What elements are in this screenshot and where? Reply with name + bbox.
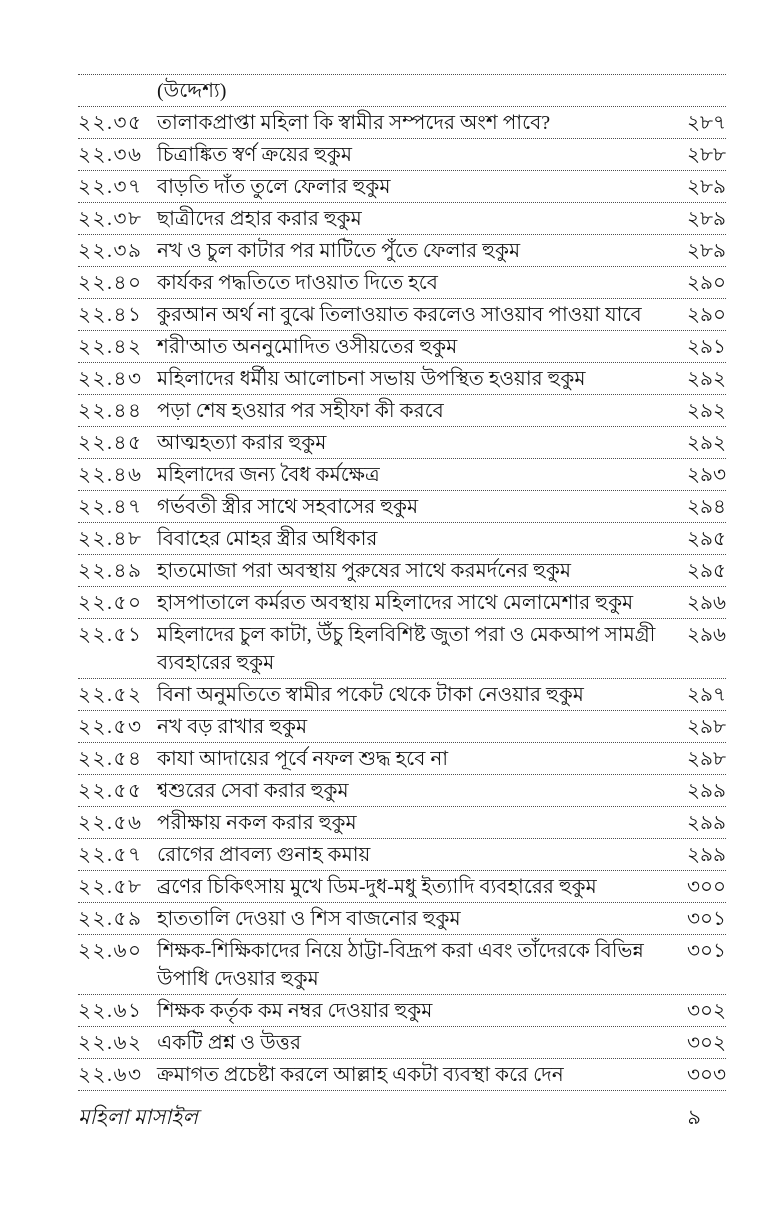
toc-row <box>78 807 726 839</box>
toc-entry-title: পরীক্ষায় নকল করার হুকুম <box>157 812 357 834</box>
toc-entry-title: কুরআন অর্থ না বুঝে তিলাওয়াত করলেও সাওয়াব পাওয়া যাবে <box>157 304 642 326</box>
toc-entry-title: ছাত্রীদের প্রহার করার হুকুম <box>157 208 362 230</box>
toc-entry-number: ২২.৫৫ <box>78 780 143 802</box>
toc-entry-title: কার্যকর পদ্ধতিতে দাওয়াত দিতে হবে <box>157 272 438 294</box>
toc-entry-number: ২২.৬৩ <box>78 1064 143 1086</box>
toc-entry-page: ২৯৬ <box>687 592 726 614</box>
toc-row <box>78 459 726 491</box>
toc-entry-page: ২৯২ <box>687 400 726 422</box>
toc-entry-number: ২২.৩৮ <box>78 208 143 230</box>
toc-entry-title: হাতমোজা পরা অবস্থায় পুরুষের সাথে করমর্দনের হুকুম <box>157 560 572 582</box>
toc-entry-title: চিত্রাঙ্কিত স্বর্ণ ক্রয়ের হুকুম <box>157 144 352 166</box>
toc-entry-page: ২৯৮ <box>687 748 726 770</box>
toc-entry-number: ২২.৩৭ <box>78 176 143 198</box>
toc-row <box>78 74 726 107</box>
toc-entry-page: ২৯০ <box>687 272 726 294</box>
toc-row <box>78 203 726 235</box>
toc-entry-number: ২২.৫৮ <box>78 876 143 898</box>
footer-page-number: ৯ <box>687 1105 702 1129</box>
toc-entry-number: ২২.৩৬ <box>78 144 143 166</box>
toc-row <box>78 523 726 555</box>
toc-entry-page: ২৯৯ <box>687 780 726 802</box>
toc-row <box>78 267 726 299</box>
toc-entry-title: শিক্ষক-শিক্ষিকাদের নিয়ে ঠাট্টা-বিদ্রূপ করা এবং তাঁদেরকে বিভিন্ন উপাধি দেওয়ার হুকুম <box>157 940 644 990</box>
toc-row <box>78 1059 726 1091</box>
toc-entry-title: শিক্ষক কর্তৃক কম নম্বর দেওয়ার হুকুম <box>157 1000 433 1022</box>
toc-entry-title: আত্মহত্যা করার হুকুম <box>157 432 327 454</box>
toc-row <box>78 139 726 171</box>
toc-entry-number: ২২.৫২ <box>78 684 143 706</box>
toc-row <box>78 235 726 267</box>
toc-entry-title: হাসপাতালে কর্মরত অবস্থায় মহিলাদের সাথে মেলামেশার হুকুম <box>157 592 634 614</box>
toc-entry-title: ব্রণের চিকিৎসায় মুখে ডিম-দুধ-মধু ইত্যাদি ব্যবহারের হুকুম <box>157 876 597 898</box>
toc-entry-page: ২৯৩ <box>687 464 726 486</box>
toc-row <box>78 427 726 459</box>
toc-entry-number: ২২.৪২ <box>78 336 143 358</box>
toc-entry-number: ২২.৫৪ <box>78 748 143 770</box>
toc-entry-page: ২৯২ <box>687 432 726 454</box>
toc-entry-page: ২৯৬ <box>687 624 726 646</box>
toc-entry-title: রোগের প্রাবল্য গুনাহ কমায় <box>157 844 371 866</box>
toc-entry-page: ২৯১ <box>687 336 726 358</box>
toc-row <box>78 491 726 523</box>
toc-entry-title: পড়া শেষ হওয়ার পর সহীফা কী করবে <box>157 400 444 422</box>
toc-entry-page: ২৯৯ <box>687 844 726 866</box>
toc-row <box>78 871 726 903</box>
toc-row <box>78 395 726 427</box>
toc-entry-page: ৩০২ <box>686 1032 726 1054</box>
toc-entry-page: ২৯৮ <box>687 716 726 738</box>
toc-entry-title: শ্বশুরের সেবা করার হুকুম <box>157 780 349 802</box>
toc-entry-number: ২২.৪৪ <box>78 400 143 422</box>
toc-entry-number: ২২.৫১ <box>78 624 143 646</box>
toc-entry-title: মহিলাদের ধর্মীয় আলোচনা সভায় উপস্থিত হওয়ার হুকুম <box>157 368 586 390</box>
toc-entry-page: ২৯৭ <box>687 684 726 706</box>
toc-entry-number: ২২.৪৮ <box>78 528 143 550</box>
toc-entry-number: ২২.৫৯ <box>78 908 143 930</box>
toc-entry-number: ২২.৩৫ <box>78 112 143 134</box>
toc-row <box>78 619 726 679</box>
toc-entry-number: ২২.৫৬ <box>78 812 143 834</box>
toc-row <box>78 555 726 587</box>
toc-entry-page: ২৯৪ <box>687 496 726 518</box>
toc-entry-page: ২৮৯ <box>687 240 726 262</box>
toc-entry-page: ২৯২ <box>687 368 726 390</box>
toc-entry-number: ২২.৬২ <box>78 1032 143 1054</box>
toc-row <box>78 587 726 619</box>
toc-entry-title: একটি প্রশ্ন ও উত্তর <box>157 1032 301 1054</box>
toc-entry-number: ২২.৩৯ <box>78 240 143 262</box>
toc-entry-number: ২২.৬১ <box>78 1000 143 1022</box>
toc-row <box>78 711 726 743</box>
toc-entry-title: বাড়তি দাঁত তুলে ফেলার হুকুম <box>157 176 391 198</box>
toc-row <box>78 171 726 203</box>
toc-row <box>78 679 726 711</box>
toc-row <box>78 107 726 139</box>
toc-entry-title: (উদ্দেশ্য) <box>157 80 227 102</box>
toc-entry-page: ৩০৩ <box>686 1064 726 1086</box>
toc-row <box>78 1027 726 1059</box>
toc-table <box>78 74 726 1091</box>
toc-row <box>78 995 726 1027</box>
toc-entry-page: ২৯৫ <box>687 560 726 582</box>
toc-entry-title: গর্ভবতী স্ত্রীর সাথে সহবাসের হুকুম <box>157 496 419 518</box>
toc-entry-number: ২২.৪৩ <box>78 368 143 390</box>
toc-entry-number: ২২.৪৬ <box>78 464 143 486</box>
toc-entry-number: ২২.৪৫ <box>78 432 143 454</box>
toc-entry-title: শরী'আত অননুমোদিত ওসীয়তের হুকুম <box>157 336 458 358</box>
toc-entry-title: মহিলাদের জন্য বৈধ কর্মক্ষেত্র <box>157 464 380 486</box>
toc-entry-page: ২৮৯ <box>687 176 726 198</box>
toc-row <box>78 331 726 363</box>
toc-entry-page: ৩০১ <box>687 908 726 930</box>
toc-entry-page: ২৯০ <box>687 304 726 326</box>
toc-entry-title: মহিলাদের চুল কাটা, উঁচু হিলবিশিষ্ট জুতা পরা ও মেকআপ সামগ্রী ব্যবহারের হুকুম <box>157 624 656 674</box>
toc-entry-number: ২২.৬০ <box>78 940 143 962</box>
footer-book-title: মহিলা মাসাইল <box>78 1105 198 1129</box>
toc-entry-page: ৩০০ <box>686 876 726 898</box>
toc-entry-number: ২২.৪০ <box>78 272 143 294</box>
toc-entry-title: নখ ও চুল কাটার পর মাটিতে পুঁতে ফেলার হুকুম <box>157 240 521 262</box>
toc-entry-title: নখ বড় রাখার হুকুম <box>157 716 308 738</box>
toc-entry-title: হাততালি দেওয়া ও শিস বাজনোর হুকুম <box>157 908 461 930</box>
toc-row <box>78 775 726 807</box>
toc-entry-page: ৩০১ <box>687 940 726 962</box>
toc-entry-page: ২৯৯ <box>687 812 726 834</box>
toc-row <box>78 839 726 871</box>
toc-entry-page: ৩০২ <box>686 1000 726 1022</box>
toc-entry-page: ২৮৯ <box>687 208 726 230</box>
toc-entry-number: ২২.৪৯ <box>78 560 143 582</box>
toc-entry-number: ২২.৫৭ <box>78 844 143 866</box>
toc-entry-number: ২২.৪১ <box>78 304 143 326</box>
toc-entry-number: ২২.৫০ <box>78 592 143 614</box>
toc-entry-page: ২৯৫ <box>687 528 726 550</box>
toc-row <box>78 903 726 935</box>
toc-entry-page: ২৮৮ <box>687 144 726 166</box>
toc-entry-page: ২৮৭ <box>687 112 726 134</box>
toc-entry-number: ২২.৫৩ <box>78 716 143 738</box>
toc-row <box>78 935 726 995</box>
toc-row <box>78 363 726 395</box>
toc-entry-title: কাযা আদায়ের পূর্বে নফল শুদ্ধ হবে না <box>157 748 449 770</box>
toc-entry-title: বিবাহের মোহর স্ত্রীর অধিকার <box>157 528 378 550</box>
toc-entry-title: তালাকপ্রাপ্তা মহিলা কি স্বামীর সম্পদের অংশ পাবে? <box>157 112 551 134</box>
toc-entry-title: ক্রমাগত প্রচেষ্টা করলে আল্লাহ একটা ব্যবস্থা করে দেন <box>157 1064 564 1086</box>
toc-row <box>78 299 726 331</box>
toc-entry-number: ২২.৪৭ <box>78 496 143 518</box>
toc-row <box>78 743 726 775</box>
toc-entry-title: বিনা অনুমতিতে স্বামীর পকেট থেকে টাকা নেওয়ার হুকুম <box>157 684 584 706</box>
page-footer <box>78 1102 702 1132</box>
